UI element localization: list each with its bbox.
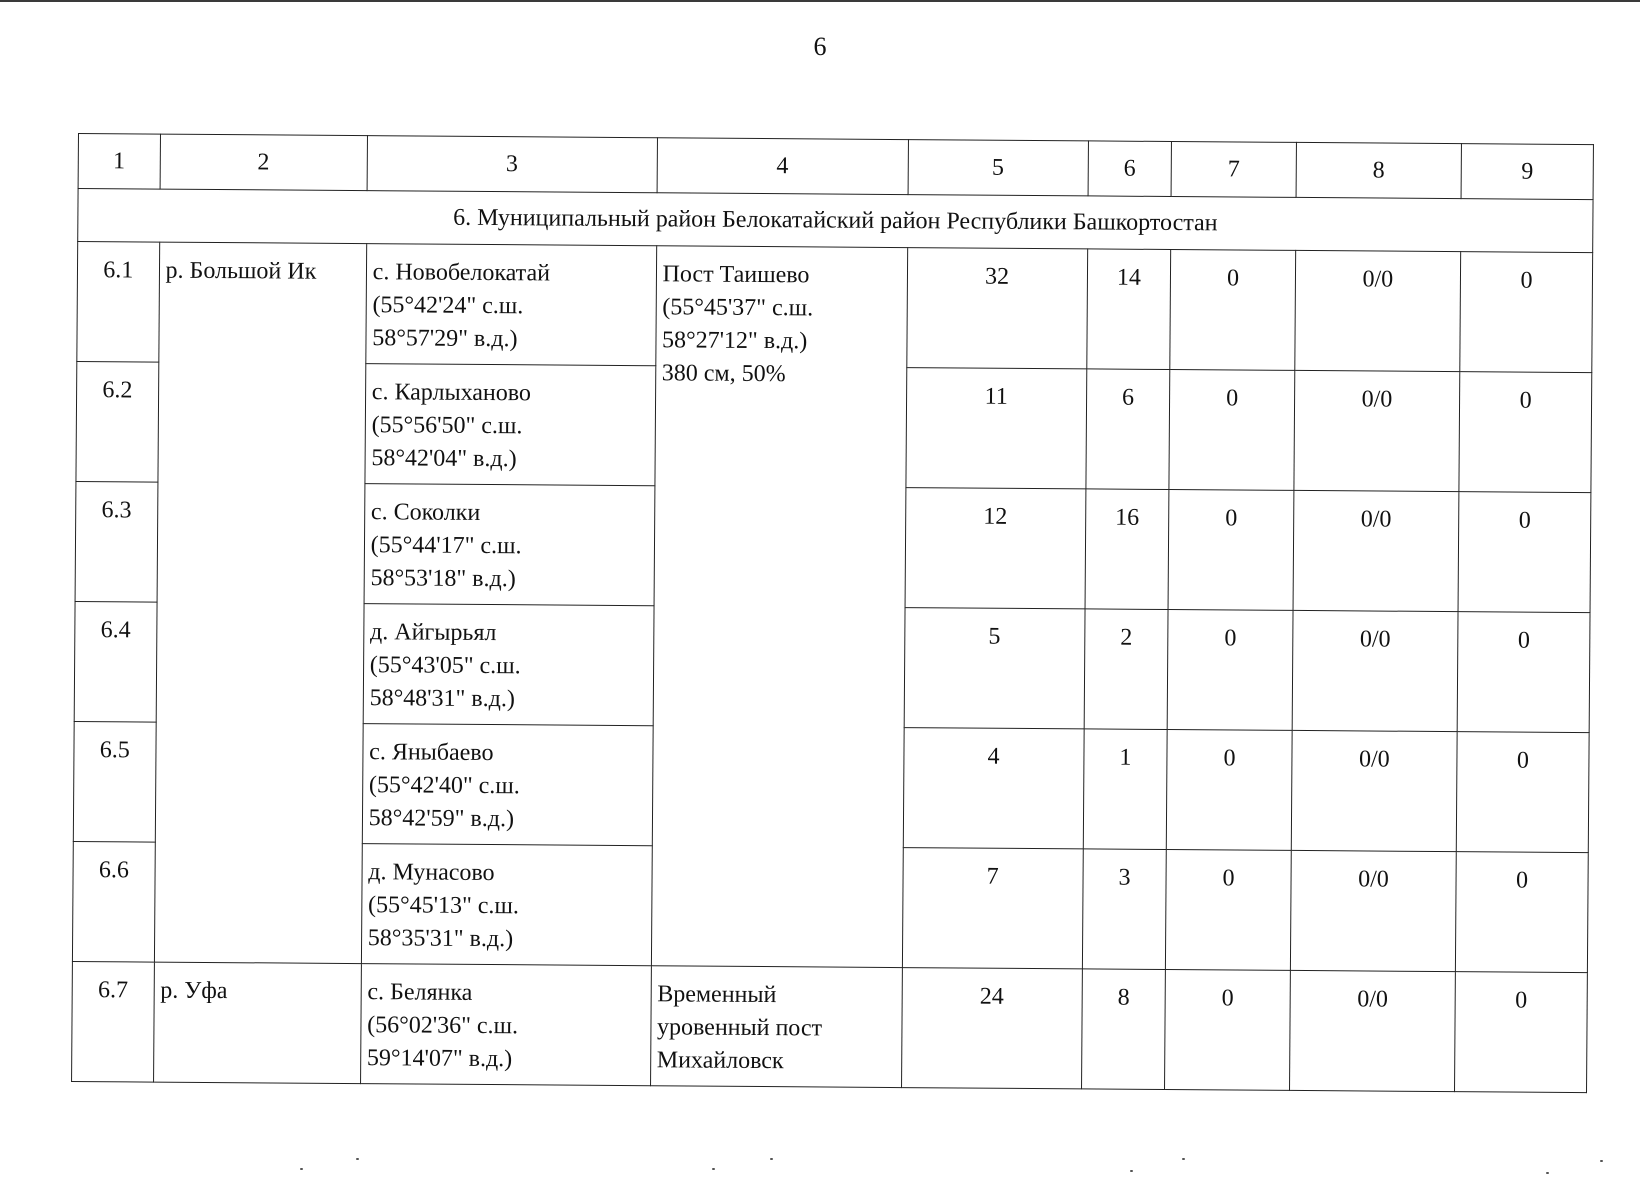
settlement-longitude: 58°42'59" в.д.) bbox=[368, 805, 515, 833]
table-row bbox=[77, 242, 1593, 373]
value-col5: 11 bbox=[906, 368, 1087, 489]
settlement-longitude: 58°42'04" в.д.) bbox=[371, 445, 517, 473]
value-col8: 0/0 bbox=[1290, 850, 1456, 971]
value-col6: 16 bbox=[1085, 489, 1170, 610]
value-col7: 0 bbox=[1167, 610, 1292, 731]
gauge-post-latitude: (55°45'37" с.ш. bbox=[662, 294, 814, 322]
value-col9: 0 bbox=[1456, 732, 1589, 853]
settlement-longitude: 58°57'29" в.д.) bbox=[372, 325, 518, 353]
page-number: 6 bbox=[813, 32, 827, 61]
value-col6: 14 bbox=[1086, 249, 1171, 370]
value-col8: 0/0 bbox=[1292, 610, 1458, 731]
flood-zone-table bbox=[71, 133, 1594, 1093]
settlement-name: с. Новобелокатай bbox=[372, 259, 551, 287]
scan-edge bbox=[0, 0, 1640, 2]
value-col8: 0/0 bbox=[1294, 370, 1460, 491]
row-number: 6.7 bbox=[72, 961, 154, 1082]
table-body bbox=[72, 134, 1594, 1093]
settlement-cell bbox=[366, 244, 657, 366]
column-number: 4 bbox=[657, 138, 908, 195]
settlement-longitude: 58°48'31" в.д.) bbox=[369, 685, 515, 713]
value-col5: 7 bbox=[902, 848, 1083, 969]
column-number: 6 bbox=[1088, 141, 1172, 197]
gauge-post-cell bbox=[650, 966, 902, 1088]
settlement-name: с. Яныбаево bbox=[369, 739, 494, 767]
scan-speck bbox=[1182, 1158, 1185, 1160]
row-number: 6.2 bbox=[76, 361, 158, 482]
value-col6: 2 bbox=[1084, 609, 1169, 730]
settlement-latitude: (55°45'13" с.ш. bbox=[368, 892, 520, 920]
settlement-name: д. Айгырьял bbox=[370, 619, 497, 647]
settlement-name: д. Мунасово bbox=[368, 859, 495, 887]
value-col6: 8 bbox=[1081, 969, 1166, 1090]
settlement-cell bbox=[364, 484, 655, 606]
settlement-name: с. Соколки bbox=[370, 499, 481, 526]
settlement-latitude: (55°44'17" с.ш. bbox=[370, 532, 522, 560]
value-col8: 0/0 bbox=[1291, 730, 1457, 851]
scan-speck bbox=[300, 1168, 303, 1170]
gauge-post-longitude: 58°27'12" в.д.) bbox=[661, 327, 808, 355]
gauge-post-name: Пост Таишево bbox=[662, 261, 810, 289]
column-number: 1 bbox=[78, 134, 160, 190]
gauge-post-level: 380 см, 50% bbox=[661, 360, 786, 388]
settlement-latitude: (55°43'05" с.ш. bbox=[369, 652, 521, 680]
river-name: р. Большой Ик bbox=[154, 242, 366, 963]
value-col7: 0 bbox=[1166, 849, 1291, 970]
value-col5: 5 bbox=[904, 608, 1085, 729]
settlement-cell bbox=[363, 604, 654, 726]
row-number: 6.1 bbox=[77, 242, 159, 363]
settlement-longitude: 58°35'31" в.д.) bbox=[367, 925, 514, 953]
settlement-longitude: 59°14'07" в.д.) bbox=[366, 1045, 513, 1073]
scan-speck bbox=[1600, 1160, 1603, 1162]
settlement-cell bbox=[362, 724, 653, 846]
column-number: 8 bbox=[1296, 142, 1462, 198]
settlement-latitude: (55°42'24" с.ш. bbox=[372, 292, 524, 320]
settlement-latitude: (56°02'36" с.ш. bbox=[367, 1012, 519, 1040]
value-col7: 0 bbox=[1168, 490, 1293, 611]
value-col7: 0 bbox=[1167, 730, 1292, 851]
value-col8: 0/0 bbox=[1295, 250, 1461, 371]
row-number: 6.3 bbox=[75, 481, 157, 602]
scan-speck bbox=[712, 1168, 715, 1170]
settlement-name: с. Белянка bbox=[367, 979, 473, 1006]
value-col5: 24 bbox=[901, 968, 1082, 1089]
value-col8: 0/0 bbox=[1293, 490, 1459, 611]
row-number: 6.6 bbox=[72, 841, 154, 962]
gauge-post-name: уровенный пост bbox=[656, 1014, 823, 1042]
value-col6: 3 bbox=[1082, 849, 1167, 970]
value-col7: 0 bbox=[1165, 969, 1290, 1090]
column-number: 9 bbox=[1461, 144, 1593, 200]
value-col5: 4 bbox=[903, 728, 1084, 849]
gauge-post-name: Временный bbox=[657, 981, 777, 1009]
value-col9: 0 bbox=[1455, 972, 1588, 1093]
settlement-cell bbox=[360, 964, 651, 1086]
table-row bbox=[72, 961, 1588, 1092]
value-col6: 1 bbox=[1083, 729, 1168, 850]
row-number: 6.4 bbox=[74, 601, 156, 722]
gauge-post-name: Михайловск bbox=[656, 1047, 784, 1075]
value-col9: 0 bbox=[1457, 612, 1590, 733]
value-col9: 0 bbox=[1459, 372, 1592, 493]
column-number: 7 bbox=[1171, 142, 1296, 198]
row-number: 6.5 bbox=[73, 721, 155, 842]
scan-speck bbox=[1130, 1170, 1133, 1172]
column-number: 3 bbox=[367, 136, 657, 193]
value-col5: 12 bbox=[905, 488, 1086, 609]
value-col6: 6 bbox=[1086, 369, 1171, 490]
value-col7: 0 bbox=[1170, 250, 1295, 371]
gauge-post-cell bbox=[651, 246, 907, 968]
settlement-latitude: (55°56'50" с.ш. bbox=[371, 412, 523, 440]
section-title: 6. Муниципальный район Белокатайский район Республики Башкортостан bbox=[78, 189, 1593, 253]
settlement-latitude: (55°42'40" с.ш. bbox=[368, 772, 520, 800]
value-col5: 32 bbox=[906, 248, 1087, 369]
river-name: р. Уфа bbox=[153, 962, 361, 1084]
value-col9: 0 bbox=[1460, 252, 1593, 373]
scan-speck bbox=[356, 1158, 359, 1160]
value-col8: 0/0 bbox=[1289, 970, 1455, 1091]
scan-speck bbox=[1546, 1172, 1549, 1174]
column-number: 5 bbox=[908, 140, 1088, 196]
settlement-cell bbox=[361, 844, 652, 966]
scan-speck bbox=[770, 1158, 773, 1160]
value-col9: 0 bbox=[1458, 492, 1591, 613]
value-col7: 0 bbox=[1169, 370, 1294, 491]
settlement-name: с. Карлыханово bbox=[371, 379, 532, 407]
settlement-longitude: 58°53'18" в.д.) bbox=[370, 565, 516, 593]
column-number: 2 bbox=[160, 134, 368, 191]
settlement-cell bbox=[365, 364, 656, 486]
value-col9: 0 bbox=[1455, 852, 1588, 973]
